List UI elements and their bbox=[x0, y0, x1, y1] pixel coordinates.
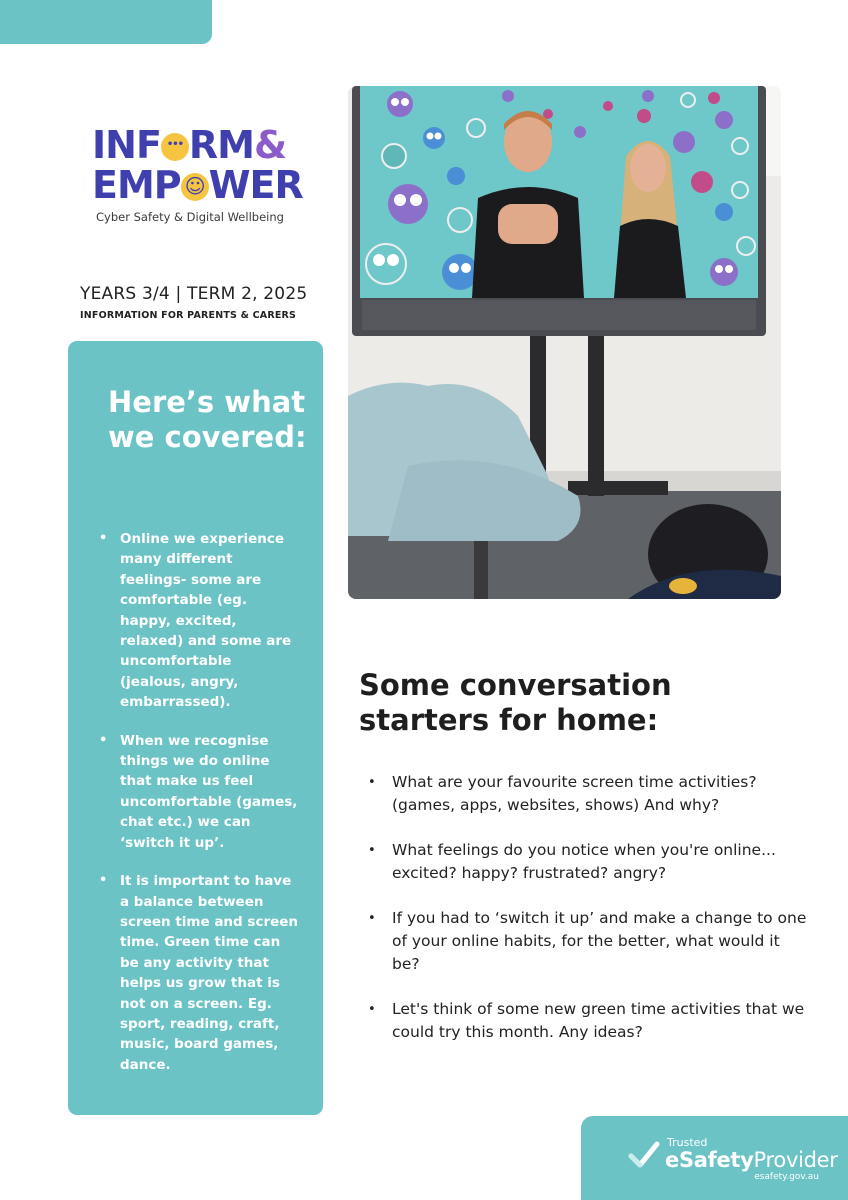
list-item: • Let's think of some new green time activities that we could try this month. Any ideas? bbox=[368, 1000, 805, 1041]
list-item: • When we recognise things we do online that make us feel uncomfortable (games, chat etc.) we can ‘switch it up’. bbox=[99, 732, 298, 851]
inform-empower-logo bbox=[92, 123, 303, 224]
speech-dots-icon bbox=[161, 133, 189, 161]
esafety-provider-badge bbox=[581, 1116, 848, 1200]
bullet-icon: • bbox=[99, 732, 108, 748]
bullet-icon: • bbox=[368, 843, 376, 858]
classroom-illustration bbox=[348, 86, 781, 599]
starters-list bbox=[368, 771, 808, 1066]
logo-line-inform: INF••• RM& bbox=[92, 126, 302, 164]
badge-url: esafety.gov.au bbox=[754, 1172, 819, 1182]
top-accent-tab bbox=[0, 0, 212, 44]
bullet-icon: • bbox=[99, 531, 108, 546]
covered-title: Here’s what we covered: bbox=[108, 385, 307, 454]
logo-line-empower: EMP☺ WER bbox=[92, 166, 302, 204]
list-item: • What feelings do you notice when you're online... excited? happy? frustrated? angry? bbox=[368, 841, 776, 882]
list-item: • It is important to have a balance between screen time and screen time. Green time can be any activity that helps us grow that is not on a screen. Eg. sport, reading, craft, music, board games, dance. bbox=[99, 873, 299, 1073]
starters-title: Some conversation starters for home: bbox=[359, 668, 672, 737]
bullet-icon: • bbox=[99, 873, 108, 889]
list-item: • If you had to ‘switch it up’ and make a change to one of your online habits, for the better, what would it be? bbox=[368, 909, 807, 973]
checkmark-icon bbox=[627, 1138, 661, 1172]
list-item: • What are your favourite screen time activities? (games, apps, websites, shows) And why? bbox=[368, 773, 757, 814]
smiley-face-icon bbox=[181, 173, 209, 201]
audience-label: INFORMATION FOR PARENTS & CARERS bbox=[80, 310, 297, 321]
bullet-icon: • bbox=[368, 775, 376, 790]
years-term-label: YEARS 3/4 | TERM 2, 2025 bbox=[80, 284, 308, 304]
covered-panel bbox=[68, 341, 323, 1115]
logo-tagline: Cyber Safety & Digital Wellbeing bbox=[96, 210, 284, 224]
list-item: • Online we experience many different feelings- some are comfortable (eg. happy, excited, relaxed) and some are uncomfortable (jealous, angry, embarrassed). bbox=[99, 531, 292, 711]
bullet-icon: • bbox=[368, 911, 376, 926]
classroom-photo bbox=[348, 86, 781, 599]
covered-list bbox=[99, 529, 299, 1093]
bullet-icon: • bbox=[368, 1002, 376, 1017]
badge-provider-name: eSafetyProvider bbox=[665, 1148, 838, 1172]
badge-trusted-label: Trusted bbox=[667, 1136, 708, 1149]
